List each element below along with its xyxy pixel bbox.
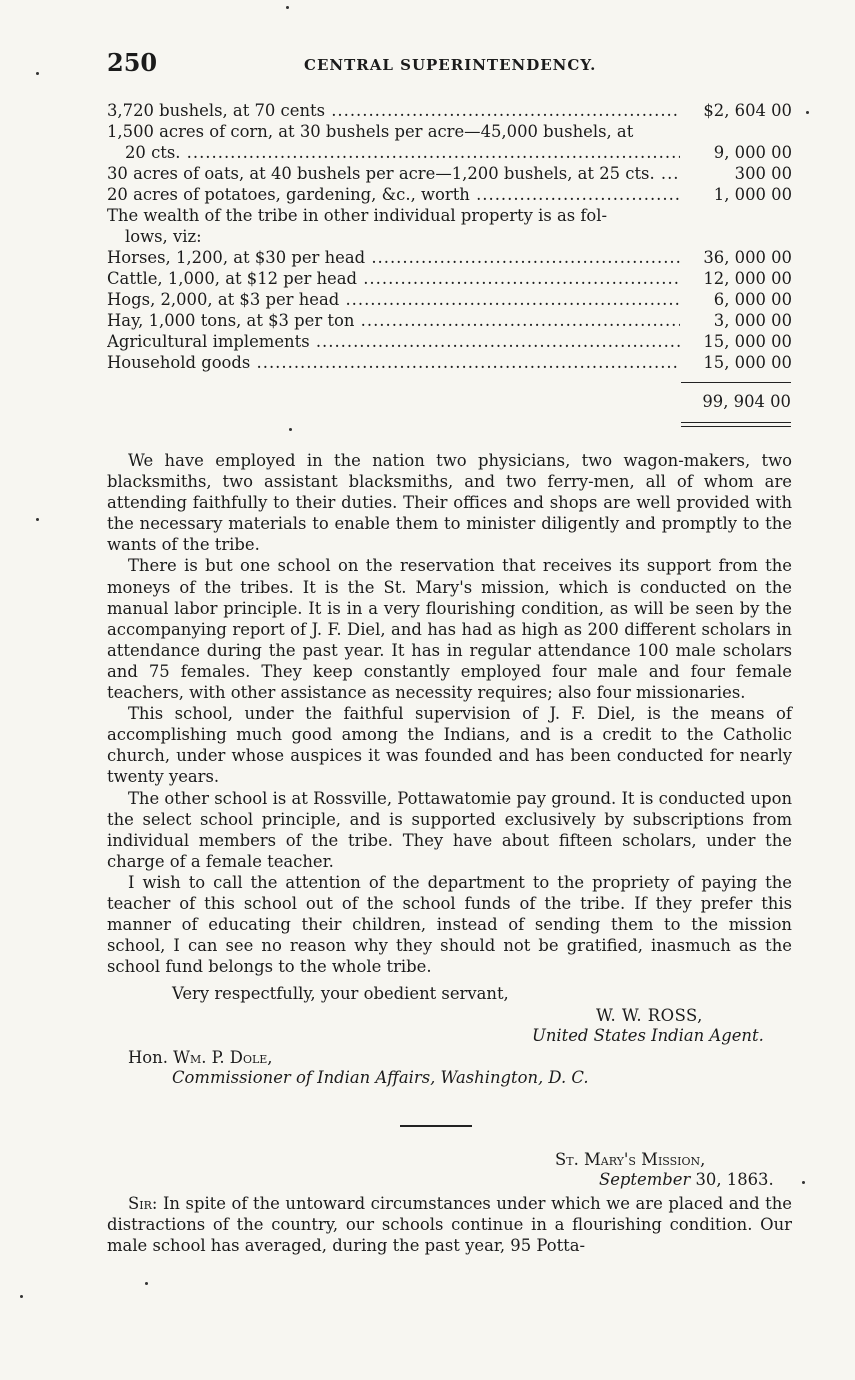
paragraph: I wish to call the attention of the department to the propriety of paying the teacher of this school out of the school funds of the tribe. If they prefer this manner of educating their children, instead of sending them to the mission school, I can see no reason why they should not be gratified, inasmuch as the school fund belongs to the whole tribe. — [107, 872, 792, 977]
ledger-description: 20 acres of potatoes, gardening, &c., worth ..... — [107, 184, 680, 205]
running-title: CENTRAL SUPERINTENDENCY. — [304, 56, 597, 74]
ledger-row — [107, 352, 792, 373]
ledger-row — [107, 142, 792, 163]
paragraph — [107, 1193, 792, 1256]
ledger-row: 1,500 acres of corn, at 30 bushels per acre—45,000 bushels, at — [107, 122, 634, 141]
ink-speck — [20, 1295, 23, 1298]
property-ledger — [107, 100, 792, 373]
paragraph: We have employed in the nation two physicians, two wagon-makers, two blacksmiths, two assistant blacksmiths, and two ferry-men, all of whom are attending faithfully to their duties. Their offices and shops are well provided with the necessary materials to enable them to minister diligently and promptly to the wants of the tribe. — [107, 451, 792, 555]
ledger-description: 20 cts. ..... — [107, 142, 680, 163]
ledger-amount: 1, 000 00 — [713, 185, 792, 204]
ledger-amount: 3, 000 00 — [713, 311, 792, 330]
page-number: 250 — [107, 48, 158, 77]
ledger-amount: 36, 000 00 — [703, 248, 792, 267]
ledger-row: The wealth of the tribe in other individual property is as fol- — [107, 206, 608, 225]
ink-speck — [36, 72, 39, 75]
ledger-description: Cattle, 1,000, at $12 per head ..... — [107, 268, 680, 289]
addressee-name — [128, 1048, 273, 1067]
ledger-description: Agricultural implements ..... — [107, 331, 680, 352]
addressee-title: Commissioner of Indian Affairs, Washington, D. C. — [172, 1068, 589, 1087]
ledger-row — [107, 163, 792, 184]
closing-line: Very respectfully, your obedient servant, — [172, 984, 509, 1003]
letter-text: In spite of the untoward circumstances under which we are placed and the distractions of the country, our schools continue in a flourishing condition. Our male school has averaged, during the past year, 95 Potta- — [107, 1194, 792, 1256]
signer-title: United States Indian Agent. — [532, 1026, 764, 1045]
ledger-amount: 15, 000 00 — [703, 353, 792, 372]
paragraph: The other school is at Rossville, Pottawatomie pay ground. It is conducted upon the select school principle, and is supported exclusively by subscriptions from individual members of the tribe. They have about fifteen scholars, under the charge of a female teacher. — [107, 788, 792, 871]
ledger-description: Hogs, 2,000, at $3 per head ..... — [107, 289, 680, 310]
report-body — [107, 450, 792, 977]
ledger-description: 30 acres of oats, at 40 bushels per acre—1,200 bushels, at 25 cts. ..... — [107, 163, 680, 184]
addressee-prefix: Hon. — [128, 1048, 174, 1067]
ledger-amount: 300 00 — [734, 164, 792, 183]
ledger-amount: 15, 000 00 — [703, 332, 792, 351]
ledger-description: 3,720 bushels, at 70 cents ..... — [107, 100, 680, 121]
signer-name: W. W. ROSS, — [596, 1006, 703, 1025]
ledger-row — [107, 289, 792, 310]
ink-speck — [806, 111, 809, 114]
second-letter-body — [107, 1193, 792, 1256]
letter-place: St. Mary's Mission, — [555, 1150, 706, 1169]
ledger-row: lows, viz: — [125, 227, 202, 246]
ledger-amount: $2, 604 00 — [703, 101, 792, 120]
ledger-amount: 12, 000 00 — [703, 269, 792, 288]
ledger-row — [107, 100, 792, 121]
ledger-row — [107, 331, 792, 352]
sum-rule — [681, 382, 791, 383]
ledger-amount: 6, 000 00 — [713, 290, 792, 309]
ink-speck — [36, 518, 39, 521]
ink-speck — [145, 1282, 148, 1285]
ink-speck — [802, 1181, 805, 1184]
ledger-row — [107, 247, 792, 268]
paragraph: This school, under the faithful supervision of J. F. Diel, is the means of accomplishing much good among the Indians, and is a credit to the Catholic church, under whose auspices it was founded and has been conducted for nearly twenty years. — [107, 704, 792, 787]
ledger-row — [107, 310, 792, 331]
page-header — [107, 48, 792, 82]
section-divider — [400, 1125, 472, 1127]
date-month: September — [599, 1170, 691, 1189]
ledger-description: Household goods ..... — [107, 352, 680, 373]
ledger-amount: 9, 000 00 — [713, 143, 792, 162]
letter-date — [599, 1170, 774, 1189]
ledger-description: Horses, 1,200, at $30 per head ..... — [107, 247, 680, 268]
addressee-name-text: Wm. P. Dole, — [173, 1048, 273, 1067]
ink-speck — [289, 428, 292, 431]
salutation: Sir: — [128, 1194, 158, 1213]
ledger-description: Hay, 1,000 tons, at $3 per ton ..... — [107, 310, 680, 331]
ledger-row — [107, 184, 792, 205]
paragraph: There is but one school on the reservation that receives its support from the moneys of the tribes. It is the St. Mary's mission, which is conducted on the manual labor principle. It is in a very flourishing condition, as will be seen by the accompanying report of J. F. Diel, and has had as high as 200 different scholars in attendance during the past year. It has in regular attendance 100 male scholars and 75 females. They keep constantly employed four male and four female teachers, with other assistance as necessity requires; also four missionaries. — [107, 556, 792, 703]
ledger-row — [107, 268, 792, 289]
date-rest: 30, 1863. — [690, 1170, 774, 1189]
ink-speck — [286, 6, 289, 9]
total-double-rule — [681, 422, 791, 427]
ledger-total: 99, 904 00 — [702, 392, 791, 411]
